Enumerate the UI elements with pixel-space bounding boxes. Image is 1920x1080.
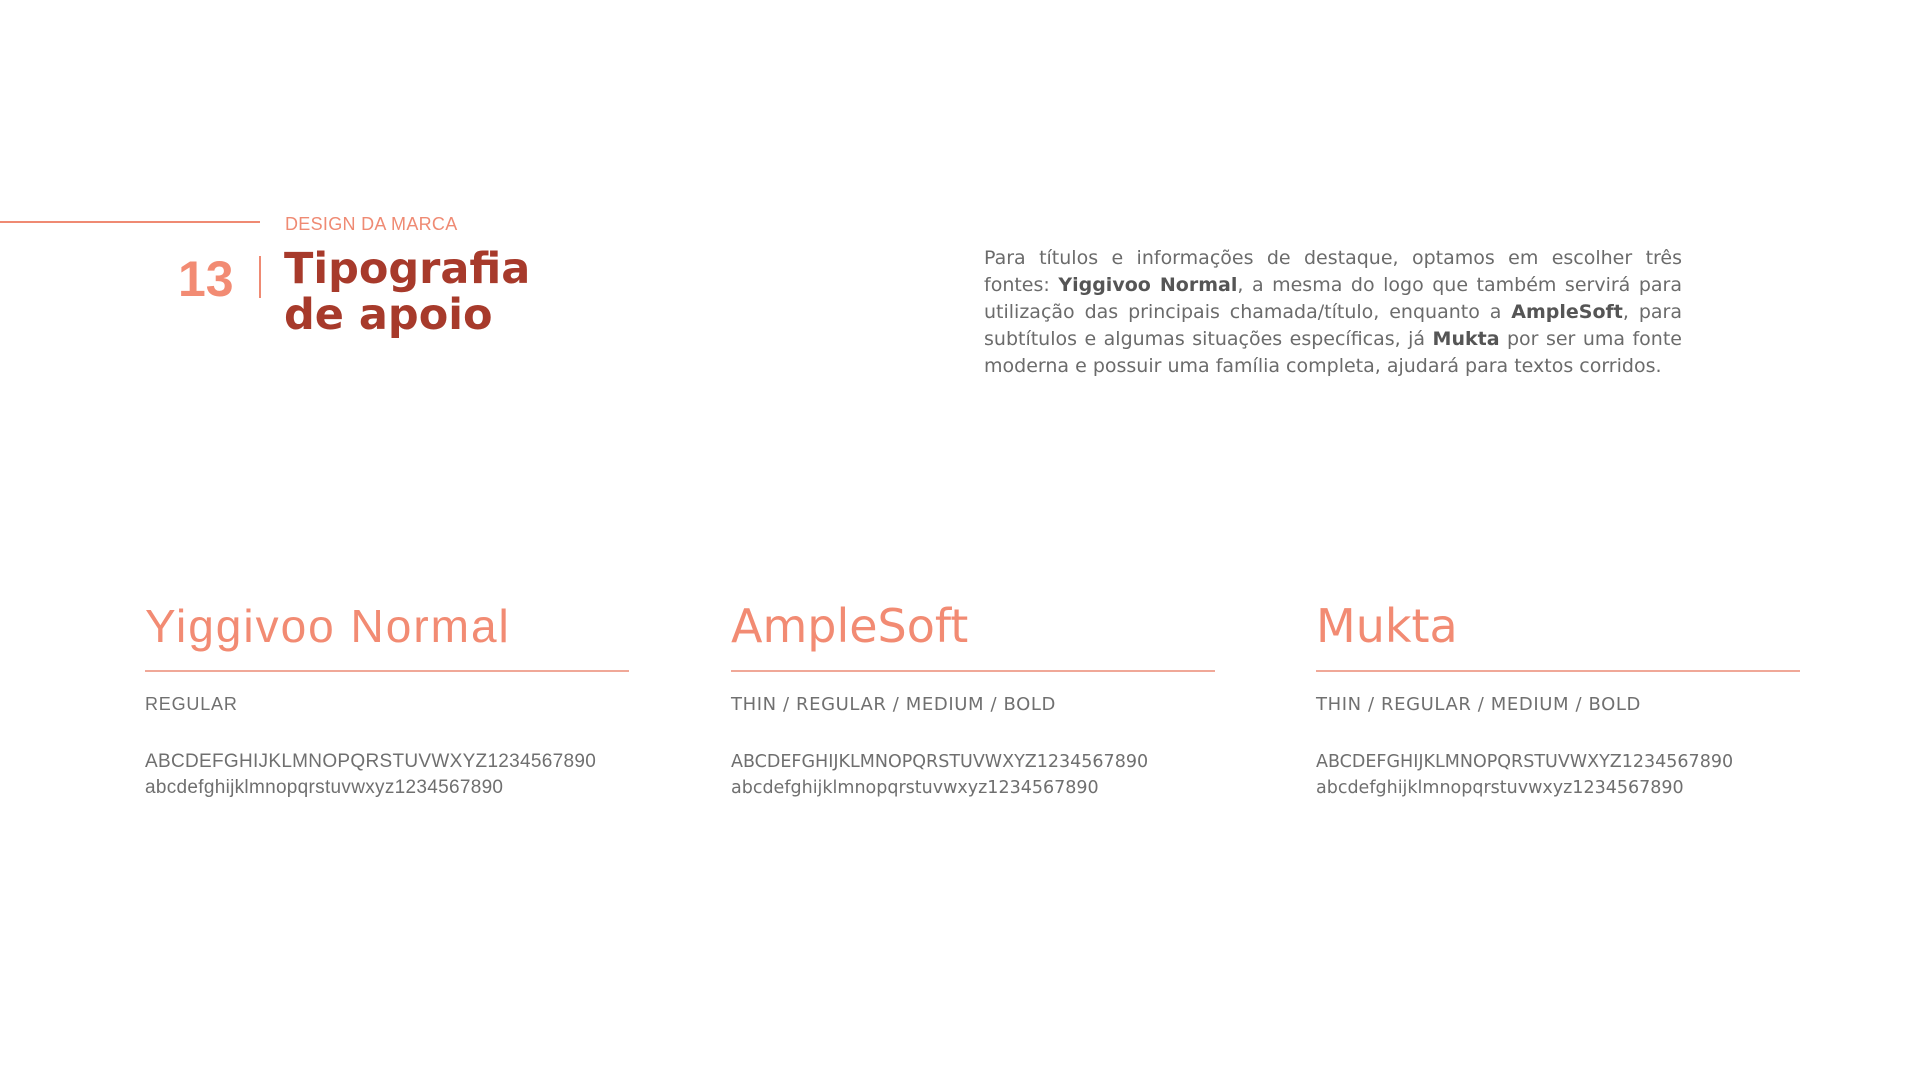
intro-text-1: Para títulos e informações de destaque, optamos em escolher três fontes: [984,247,1682,296]
section-label: DESIGN DA MARCA [285,214,458,234]
charset-uppercase: ABCDEFGHIJKLMNOPQRSTUVWXYZ1234567890 [731,752,1149,772]
intro-font-name-2: AmpleSoft [1511,301,1623,323]
font-charset [145,749,629,801]
header-accent-line [0,221,260,223]
font-charset [731,749,1215,801]
charset-lowercase: abcdefghijklmnopqrstuvwxyz1234567890 [145,777,504,798]
intro-text-2: , a mesma do logo que também servirá para utilização das principais chamada/título, enquanto a [984,274,1682,323]
charset-lowercase: abcdefghijklmnopqrstuvwxyz1234567890 [1316,778,1684,798]
font-name: AmpleSoft [731,599,969,653]
page-title-line-1: Tipografia [284,244,531,294]
font-divider [731,670,1215,672]
page-title-line-2: de apoio [284,290,493,340]
font-specimen-yiggivoo [145,598,629,801]
font-divider [1316,670,1800,672]
intro-text-3: , para subtítulos e algumas situações específicas, já [984,301,1682,350]
font-charset [1316,749,1800,801]
charset-uppercase: ABCDEFGHIJKLMNOPQRSTUVWXYZ1234567890 [145,751,597,772]
font-weights: REGULAR [145,694,238,714]
charset-lowercase: abcdefghijklmnopqrstuvwxyz1234567890 [731,778,1099,798]
intro-paragraph [984,245,1682,380]
font-divider [145,670,629,672]
title-divider [259,256,261,298]
font-name: Yiggivoo Normal [145,600,511,652]
font-weights: THIN / REGULAR / MEDIUM / BOLD [1316,694,1641,715]
page-number: 13 [178,251,234,307]
font-specimen-mukta [1316,598,1800,801]
intro-font-name-1: Yiggivoo Normal [1058,274,1238,296]
page-title [284,246,530,338]
intro-font-name-3: Mukta [1432,328,1500,350]
font-specimen-amplesoft [731,598,1215,801]
intro-text-4: por ser uma fonte moderna e possuir uma família completa, ajudará para textos corridos. [984,328,1682,377]
font-weights: THIN / REGULAR / MEDIUM / BOLD [731,694,1056,715]
font-name: Mukta [1316,599,1458,653]
charset-uppercase: ABCDEFGHIJKLMNOPQRSTUVWXYZ1234567890 [1316,752,1734,772]
